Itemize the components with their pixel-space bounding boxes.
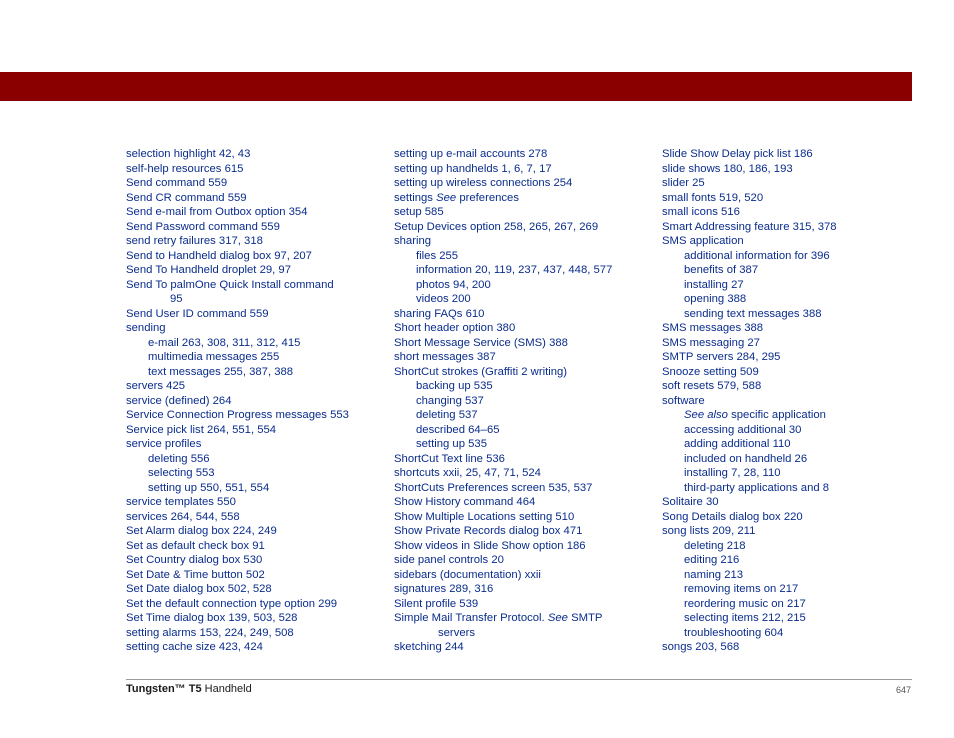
index-entry[interactable] bbox=[662, 191, 924, 206]
entry-text: setting cache size 423, 424 bbox=[126, 641, 263, 653]
entry-text: information 20, 119, 237, 437, 448, 577 bbox=[416, 264, 613, 276]
entry-text: Snooze setting 509 bbox=[662, 365, 759, 378]
entry-text: soft resets 579, 588 bbox=[662, 380, 762, 392]
entry-text: sharing FAQs 610 bbox=[394, 307, 485, 320]
index-entry[interactable] bbox=[126, 249, 388, 264]
index-subentry[interactable] bbox=[662, 568, 924, 583]
index-entry[interactable] bbox=[126, 278, 388, 293]
entry-text: setting up e-mail accounts 278 bbox=[394, 148, 548, 160]
index-entry[interactable] bbox=[394, 597, 656, 612]
cross-reference: See bbox=[436, 191, 457, 204]
index-subentry[interactable] bbox=[394, 394, 656, 409]
entry-text: deleting 556 bbox=[148, 452, 210, 465]
entry-text: Set the default connection type option 299 bbox=[126, 597, 338, 610]
index-entry[interactable] bbox=[662, 640, 924, 655]
index-entry[interactable] bbox=[662, 336, 924, 351]
index-entry[interactable] bbox=[662, 524, 924, 539]
entry-text: service (defined) 264 bbox=[126, 394, 232, 407]
index-entry[interactable] bbox=[126, 597, 388, 612]
entry-text: Short header option 380 bbox=[394, 322, 516, 334]
index-entry[interactable] bbox=[394, 568, 656, 583]
index-entry[interactable] bbox=[394, 162, 656, 177]
entry-text: Set Date dialog box 502, 528 bbox=[126, 583, 272, 595]
index-entry[interactable] bbox=[126, 220, 388, 235]
entry-text: described 64–65 bbox=[416, 423, 500, 436]
entry-text: Simple Mail Transfer Protocol. bbox=[394, 612, 548, 624]
entry-text: SMS messages 388 bbox=[662, 322, 764, 334]
index-entry[interactable] bbox=[394, 553, 656, 568]
footer-title bbox=[126, 683, 252, 695]
index-entry[interactable] bbox=[126, 582, 388, 597]
index-entry[interactable] bbox=[662, 234, 924, 249]
entry-text: song lists 209, 211 bbox=[662, 525, 756, 537]
index-subentry[interactable] bbox=[126, 336, 388, 351]
index-entry[interactable] bbox=[126, 524, 388, 539]
entry-text: sharing bbox=[394, 235, 432, 247]
entry-text: Show History command 464 bbox=[394, 496, 536, 508]
entry-text: naming 213 bbox=[684, 568, 744, 581]
entry-text: setup 585 bbox=[394, 206, 444, 218]
entry-text: installing 27 bbox=[684, 278, 744, 291]
entry-text: files 255 bbox=[416, 249, 459, 262]
index-entry[interactable] bbox=[126, 626, 388, 641]
index-subentry[interactable] bbox=[662, 626, 924, 641]
entry-text: Send User ID command 559 bbox=[126, 307, 269, 320]
entry-text: slider 25 bbox=[662, 177, 705, 189]
index-subentry[interactable] bbox=[662, 307, 924, 322]
cross-reference: See bbox=[547, 612, 568, 624]
index-subentry[interactable] bbox=[662, 278, 924, 293]
index-subentry[interactable] bbox=[126, 466, 388, 481]
index-entry[interactable] bbox=[126, 611, 388, 626]
index-subentry[interactable] bbox=[662, 481, 924, 496]
entry-text: sending bbox=[126, 322, 166, 334]
index-entry[interactable] bbox=[126, 162, 388, 177]
cross-reference-target: preferences bbox=[456, 191, 519, 204]
footer-rule bbox=[126, 679, 912, 680]
entry-text: deleting 537 bbox=[416, 409, 478, 421]
cross-reference-target: specific application bbox=[727, 409, 826, 421]
index-subentry[interactable] bbox=[394, 249, 656, 264]
entry-text: send retry failures 317, 318 bbox=[126, 235, 263, 247]
index-entry[interactable] bbox=[394, 481, 656, 496]
index-entry[interactable] bbox=[394, 147, 656, 162]
index-entry[interactable] bbox=[394, 640, 656, 655]
entry-text: troubleshooting 604 bbox=[684, 626, 784, 639]
index-entry[interactable] bbox=[394, 611, 656, 626]
entry-text: Solitaire 30 bbox=[662, 496, 719, 508]
index-entry[interactable] bbox=[126, 640, 388, 655]
index-subentry[interactable] bbox=[662, 263, 924, 278]
footer-product-suffix: Handheld bbox=[201, 683, 252, 695]
entry-text: setting up wireless connections 254 bbox=[394, 177, 573, 189]
index-entry[interactable] bbox=[394, 307, 656, 322]
index-column-2 bbox=[394, 147, 656, 655]
entry-text: backing up 535 bbox=[416, 380, 493, 392]
entry-text: accessing additional 30 bbox=[684, 423, 802, 436]
entry-text: side panel controls 20 bbox=[394, 554, 504, 566]
index-column-3 bbox=[662, 147, 924, 655]
index-entry[interactable] bbox=[126, 510, 388, 525]
entry-text: software bbox=[662, 394, 705, 407]
index-entry[interactable] bbox=[662, 147, 924, 162]
index-column-1 bbox=[126, 147, 388, 655]
index-entry[interactable] bbox=[394, 466, 656, 481]
index-entry[interactable] bbox=[394, 495, 656, 510]
index-entry[interactable] bbox=[394, 524, 656, 539]
entry-text: Send CR command 559 bbox=[126, 191, 247, 204]
index-subentry[interactable] bbox=[662, 437, 924, 452]
entry-text: songs 203, 568 bbox=[662, 641, 740, 653]
entry-text: Send Password command 559 bbox=[126, 220, 280, 233]
entry-text: servers bbox=[438, 626, 476, 639]
entry-text: services 264, 544, 558 bbox=[126, 510, 240, 523]
index-entry[interactable] bbox=[126, 205, 388, 220]
index-entry[interactable] bbox=[126, 495, 388, 510]
index-entry[interactable] bbox=[394, 321, 656, 336]
index-entry[interactable] bbox=[394, 365, 656, 380]
index-entry[interactable] bbox=[394, 539, 656, 554]
index-subentry[interactable] bbox=[394, 292, 656, 307]
index-entry[interactable] bbox=[126, 307, 388, 322]
cross-reference-target: SMTP bbox=[567, 612, 603, 624]
entry-text: SMS messaging 27 bbox=[662, 336, 760, 349]
entry-text: Send command 559 bbox=[126, 177, 228, 189]
entry-text: selection highlight 42, 43 bbox=[126, 148, 251, 160]
index-entry[interactable] bbox=[662, 205, 924, 220]
entry-text: small icons 516 bbox=[662, 206, 740, 218]
entry-text: multimedia messages 255 bbox=[148, 351, 280, 363]
index-entry[interactable] bbox=[394, 452, 656, 467]
entry-text: opening 388 bbox=[684, 293, 747, 305]
entry-text: Smart Addressing feature 315, 378 bbox=[662, 220, 837, 233]
entry-text: additional information for 396 bbox=[684, 249, 830, 262]
entry-text: deleting 218 bbox=[684, 539, 746, 552]
index-entry[interactable] bbox=[126, 553, 388, 568]
index-entry[interactable] bbox=[126, 176, 388, 191]
entry-text: Show Private Records dialog box 471 bbox=[394, 525, 583, 537]
index-entry[interactable] bbox=[126, 408, 388, 423]
entry-text: Send e-mail from Outbox option 354 bbox=[126, 206, 308, 218]
index-entry[interactable] bbox=[662, 510, 924, 525]
index-entry[interactable] bbox=[662, 394, 924, 409]
entry-text: setting up 550, 551, 554 bbox=[148, 481, 270, 494]
index-entry[interactable] bbox=[126, 379, 388, 394]
entry-text: removing items on 217 bbox=[684, 583, 799, 595]
entry-text: SMS application bbox=[662, 235, 744, 247]
index-subentry[interactable] bbox=[662, 611, 924, 626]
index-entry[interactable] bbox=[662, 365, 924, 380]
index-subentry[interactable] bbox=[662, 553, 924, 568]
index-entry[interactable] bbox=[126, 292, 388, 307]
index-subentry[interactable] bbox=[126, 452, 388, 467]
index-entry[interactable] bbox=[126, 191, 388, 206]
index-entry[interactable] bbox=[394, 350, 656, 365]
index-entry[interactable] bbox=[662, 220, 924, 235]
index-entry[interactable] bbox=[662, 495, 924, 510]
index-subentry[interactable] bbox=[662, 452, 924, 467]
index-entry[interactable] bbox=[126, 234, 388, 249]
index-subentry[interactable] bbox=[662, 292, 924, 307]
index-entry[interactable] bbox=[662, 379, 924, 394]
entry-text: included on handheld 26 bbox=[684, 452, 808, 465]
index-subentry[interactable] bbox=[662, 597, 924, 612]
entry-text: Silent profile 539 bbox=[394, 597, 479, 610]
entry-text: installing 7, 28, 110 bbox=[684, 467, 781, 479]
entry-text: Set Alarm dialog box 224, 249 bbox=[126, 525, 277, 537]
entry-text: photos 94, 200 bbox=[416, 278, 491, 291]
index-subentry[interactable] bbox=[662, 582, 924, 597]
entry-text: sidebars (documentation) xxii bbox=[394, 568, 541, 581]
entry-text: editing 216 bbox=[684, 554, 740, 566]
entry-text: changing 537 bbox=[416, 394, 484, 407]
entry-text: Send To Handheld droplet 29, 97 bbox=[126, 264, 291, 276]
entry-text: servers 425 bbox=[126, 380, 186, 392]
entry-text: Show Multiple Locations setting 510 bbox=[394, 510, 575, 523]
index-subentry[interactable] bbox=[394, 408, 656, 423]
entry-text: benefits of 387 bbox=[684, 264, 759, 276]
index-subentry[interactable] bbox=[126, 350, 388, 365]
index-entry[interactable] bbox=[394, 176, 656, 191]
entry-text: text messages 255, 387, 388 bbox=[148, 365, 294, 378]
entry-text: videos 200 bbox=[416, 293, 471, 305]
entry-text: sending text messages 388 bbox=[684, 307, 822, 320]
entry-text: shortcuts xxii, 25, 47, 71, 524 bbox=[394, 467, 541, 479]
index-entry[interactable] bbox=[126, 423, 388, 438]
entry-text: Send To palmOne Quick Install command bbox=[126, 278, 334, 291]
index-entry[interactable] bbox=[394, 582, 656, 597]
entry-text: Setup Devices option 258, 265, 267, 269 bbox=[394, 220, 599, 233]
entry-text: SMTP servers 284, 295 bbox=[662, 351, 781, 363]
entry-text: small fonts 519, 520 bbox=[662, 191, 764, 204]
index-subentry[interactable] bbox=[394, 278, 656, 293]
index-entry[interactable] bbox=[394, 220, 656, 235]
entry-text: service profiles bbox=[126, 438, 202, 450]
entry-text: setting alarms 153, 224, 249, 508 bbox=[126, 626, 294, 639]
entry-text: ShortCut strokes (Graffiti 2 writing) bbox=[394, 365, 568, 378]
entry-text: adding additional 110 bbox=[684, 438, 791, 450]
entry-text: sketching 244 bbox=[394, 641, 464, 653]
footer-product-name: Tungsten™ T5 bbox=[126, 683, 202, 695]
entry-text: Service pick list 264, 551, 554 bbox=[126, 423, 277, 436]
entry-text: signatures 289, 316 bbox=[394, 583, 494, 595]
entry-text: Set Country dialog box 530 bbox=[126, 554, 263, 566]
index-subentry[interactable] bbox=[662, 249, 924, 264]
entry-text: Short Message Service (SMS) 388 bbox=[394, 336, 568, 349]
entry-text: third-party applications and 8 bbox=[684, 481, 830, 494]
entry-text: reordering music on 217 bbox=[684, 597, 806, 610]
index-entry[interactable] bbox=[126, 568, 388, 583]
index-subentry[interactable] bbox=[126, 365, 388, 380]
entry-text: Slide Show Delay pick list 186 bbox=[662, 148, 813, 160]
index-entry[interactable] bbox=[126, 394, 388, 409]
index-entry[interactable] bbox=[394, 205, 656, 220]
index-entry[interactable] bbox=[662, 321, 924, 336]
entry-text: Set Time dialog box 139, 503, 528 bbox=[126, 612, 298, 624]
index-entry[interactable] bbox=[662, 162, 924, 177]
cross-reference: See also bbox=[684, 409, 728, 421]
entry-text: short messages 387 bbox=[394, 351, 496, 363]
entry-text: selecting 553 bbox=[148, 467, 215, 479]
index-entry[interactable] bbox=[126, 263, 388, 278]
index-subentry[interactable] bbox=[662, 539, 924, 554]
index-entry[interactable] bbox=[662, 176, 924, 191]
entry-text: setting up 535 bbox=[416, 438, 487, 450]
index-entry[interactable] bbox=[394, 234, 656, 249]
index-entry[interactable] bbox=[126, 539, 388, 554]
entry-text: Song Details dialog box 220 bbox=[662, 510, 803, 523]
entry-text: slide shows 180, 186, 193 bbox=[662, 162, 793, 175]
entry-text: setting up handhelds 1, 6, 7, 17 bbox=[394, 162, 552, 175]
index-subentry[interactable] bbox=[394, 263, 656, 278]
index-columns bbox=[126, 147, 886, 657]
entry-text: Set Date & Time button 502 bbox=[126, 568, 265, 581]
index-entry[interactable] bbox=[126, 147, 388, 162]
entry-text: self-help resources 615 bbox=[126, 162, 244, 175]
entry-text: Set as default check box 91 bbox=[126, 539, 265, 552]
page-number: 647 bbox=[895, 685, 911, 695]
index-entry[interactable] bbox=[394, 191, 656, 206]
index-subentry[interactable] bbox=[662, 408, 924, 423]
index-subentry[interactable] bbox=[662, 466, 924, 481]
header-band bbox=[0, 72, 912, 101]
entry-text: Show videos in Slide Show option 186 bbox=[394, 539, 586, 552]
index-subentry[interactable] bbox=[662, 423, 924, 438]
index-subentry[interactable] bbox=[394, 423, 656, 438]
index-subentry[interactable] bbox=[394, 379, 656, 394]
index-entry[interactable] bbox=[394, 336, 656, 351]
index-subentry[interactable] bbox=[126, 481, 388, 496]
entry-text: ShortCut Text line 536 bbox=[394, 452, 505, 465]
entry-text: selecting items 212, 215 bbox=[684, 612, 806, 624]
index-entry[interactable] bbox=[394, 510, 656, 525]
index-entry[interactable] bbox=[126, 437, 388, 452]
index-entry[interactable] bbox=[126, 321, 388, 336]
entry-text: ShortCuts Preferences screen 535, 537 bbox=[394, 481, 593, 494]
entry-text: Send to Handheld dialog box 97, 207 bbox=[126, 249, 312, 262]
index-subentry[interactable] bbox=[394, 437, 656, 452]
entry-text: settings bbox=[394, 191, 437, 204]
index-entry[interactable] bbox=[394, 626, 656, 641]
entry-text: Service Connection Progress messages 553 bbox=[126, 409, 349, 421]
entry-text: 95 bbox=[170, 293, 183, 305]
entry-text: service templates 550 bbox=[126, 496, 236, 508]
entry-text: e-mail 263, 308, 311, 312, 415 bbox=[148, 336, 301, 349]
index-entry[interactable] bbox=[662, 350, 924, 365]
